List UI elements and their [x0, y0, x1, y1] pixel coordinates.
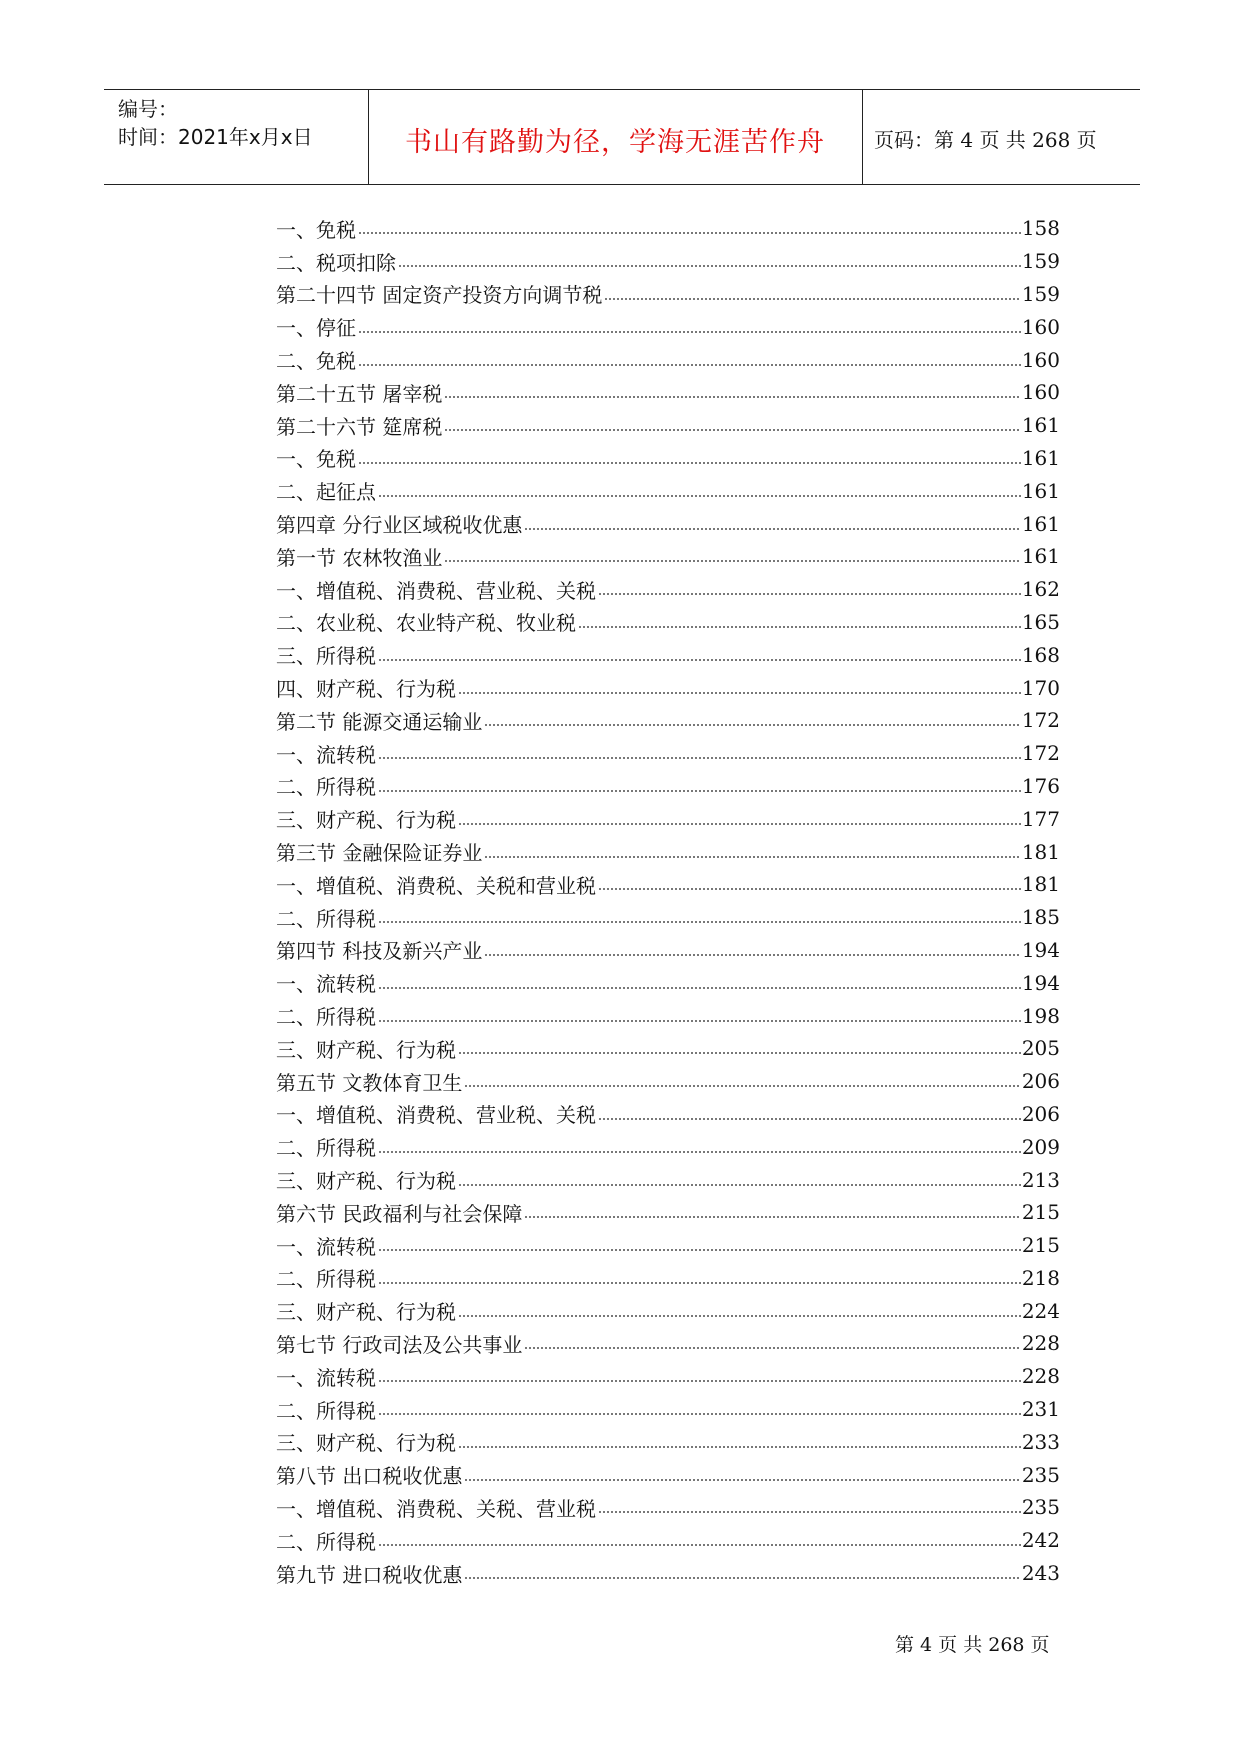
toc-entry-page: 206 — [1021, 1069, 1060, 1094]
toc-entry[interactable] — [276, 1458, 1060, 1491]
header-info-cell — [104, 90, 369, 184]
toc-entry-page: 161 — [1021, 445, 1060, 470]
toc-entry-page: 160 — [1021, 314, 1060, 339]
toc-leader-dots — [484, 941, 1020, 961]
toc-entry[interactable] — [276, 212, 1060, 245]
toc-entry[interactable] — [276, 901, 1060, 934]
toc-entry-page: 215 — [1021, 1233, 1060, 1258]
toc-entry-title: 一、流转税 — [276, 1365, 376, 1390]
toc-leader-dots — [458, 1302, 1021, 1322]
toc-entry-page: 215 — [1021, 1200, 1060, 1225]
header-page-code: 页码：第 4 页 共 268 页 — [874, 128, 1097, 152]
toc-entry-title: 一、停征 — [276, 316, 356, 341]
toc-entry-title: 一、流转税 — [276, 742, 376, 767]
toc-leader-dots — [458, 1433, 1021, 1453]
toc-leader-dots — [458, 1039, 1021, 1059]
toc-entry-title: 四、财产税、行为税 — [276, 677, 456, 702]
toc-entry-title: 第二节 能源交通运输业 — [276, 709, 483, 734]
toc-entry-page: 198 — [1021, 1003, 1060, 1028]
toc-entry-page: 181 — [1021, 872, 1060, 897]
toc-entry-page: 161 — [1021, 511, 1060, 536]
toc-leader-dots — [358, 351, 1021, 371]
toc-entry-page: 242 — [1021, 1528, 1060, 1553]
toc-entry[interactable] — [276, 442, 1060, 475]
toc-entry-page: 205 — [1021, 1036, 1060, 1061]
toc-entry-title: 二、农业税、农业特产税、牧业税 — [276, 611, 576, 636]
toc-entry[interactable] — [276, 409, 1060, 442]
toc-leader-dots — [458, 1171, 1021, 1191]
toc-entry-page: 160 — [1021, 347, 1060, 372]
toc-entry-page: 213 — [1021, 1167, 1060, 1192]
toc-entry-page: 170 — [1021, 675, 1060, 700]
toc-entry-page: 176 — [1021, 773, 1060, 798]
toc-entry-title: 第八节 出口税收优惠 — [276, 1464, 463, 1489]
toc-entry[interactable] — [276, 737, 1060, 770]
toc-entry[interactable] — [276, 1262, 1060, 1295]
document-time-label: 时间：2021年x月x日 — [118, 125, 313, 149]
header-motto-cell — [368, 90, 863, 184]
toc-entry-page: 235 — [1021, 1462, 1060, 1487]
toc-entry[interactable] — [276, 934, 1060, 967]
toc-entry-title: 二、所得税 — [276, 775, 376, 800]
toc-entry-title: 三、财产税、行为税 — [276, 1037, 456, 1062]
toc-entry-title: 第二十六节 筵席税 — [276, 414, 443, 439]
header-motto: 书山有路勤为径，学海无涯苦作舟 — [405, 127, 825, 158]
toc-entry-title: 二、所得税 — [276, 1005, 376, 1030]
toc-entry-title: 三、财产税、行为税 — [276, 808, 456, 833]
toc-entry-title: 一、流转税 — [276, 1234, 376, 1259]
toc-entry-page: 172 — [1021, 741, 1060, 766]
toc-leader-dots — [378, 974, 1021, 994]
toc-entry[interactable] — [276, 704, 1060, 737]
toc-entry-page: 181 — [1021, 839, 1060, 864]
toc-leader-dots — [464, 1466, 1020, 1486]
toc-entry-title: 二、所得税 — [276, 1529, 376, 1554]
toc-entry-page: 168 — [1021, 642, 1060, 667]
toc-leader-dots — [524, 1203, 1020, 1223]
toc-leader-dots — [458, 810, 1021, 830]
toc-entry-page: 194 — [1021, 970, 1060, 995]
toc-leader-dots — [598, 1105, 1021, 1125]
toc-entry[interactable] — [276, 245, 1060, 278]
toc-entry-page: 158 — [1021, 216, 1060, 241]
toc-entry-page: 161 — [1021, 413, 1060, 438]
toc-entry-title: 一、增值税、消费税、关税和营业税 — [276, 873, 596, 898]
toc-entry-title: 第九节 进口税收优惠 — [276, 1562, 463, 1587]
toc-entry[interactable] — [276, 1098, 1060, 1131]
toc-entry-title: 第四章 分行业区域税收优惠 — [276, 513, 523, 538]
toc-entry[interactable] — [276, 1065, 1060, 1098]
toc-entry[interactable] — [276, 540, 1060, 573]
toc-entry-title: 二、免税 — [276, 349, 356, 374]
toc-entry-page: 233 — [1021, 1429, 1060, 1454]
toc-leader-dots — [378, 1531, 1021, 1551]
toc-leader-dots — [464, 1564, 1020, 1584]
toc-entry-title: 二、税项扣除 — [276, 250, 396, 275]
toc-entry[interactable] — [276, 507, 1060, 540]
toc-leader-dots — [524, 1334, 1020, 1354]
toc-leader-dots — [378, 777, 1021, 797]
toc-entry-title: 一、流转税 — [276, 972, 376, 997]
toc-leader-dots — [378, 1236, 1021, 1256]
toc-leader-dots — [458, 679, 1021, 699]
header-page-cell — [862, 90, 1140, 184]
toc-leader-dots — [484, 711, 1020, 731]
toc-entry[interactable] — [276, 278, 1060, 311]
toc-entry[interactable] — [276, 868, 1060, 901]
toc-leader-dots — [358, 219, 1021, 239]
toc-entry[interactable] — [276, 1163, 1060, 1196]
toc-entry-title: 三、财产税、行为税 — [276, 1431, 456, 1456]
toc-entry-page: 165 — [1021, 609, 1060, 634]
toc-entry-page: 224 — [1021, 1298, 1060, 1323]
toc-entry[interactable] — [276, 835, 1060, 868]
toc-entry-page: 206 — [1021, 1101, 1060, 1126]
toc-leader-dots — [378, 908, 1021, 928]
toc-entry-page: 177 — [1021, 806, 1060, 831]
toc-entry[interactable] — [276, 1294, 1060, 1327]
toc-entry[interactable] — [276, 1360, 1060, 1393]
toc-entry-title: 第一节 农林牧渔业 — [276, 545, 443, 570]
toc-leader-dots — [378, 744, 1021, 764]
toc-entry[interactable] — [276, 474, 1060, 507]
toc-entry-title: 第四节 科技及新兴产业 — [276, 939, 483, 964]
toc-entry-page: 228 — [1021, 1364, 1060, 1389]
toc-leader-dots — [598, 580, 1021, 600]
toc-entry-title: 二、所得税 — [276, 1267, 376, 1292]
toc-entry-title: 二、所得税 — [276, 906, 376, 931]
toc-leader-dots — [524, 515, 1020, 535]
toc-entry[interactable] — [276, 1196, 1060, 1229]
toc-entry-page: 228 — [1021, 1331, 1060, 1356]
toc-entry[interactable] — [276, 999, 1060, 1032]
toc-entry-title: 一、增值税、消费税、营业税、关税 — [276, 1103, 596, 1128]
toc-entry[interactable] — [276, 1491, 1060, 1524]
toc-entry[interactable] — [276, 770, 1060, 803]
toc-entry-page: 235 — [1021, 1495, 1060, 1520]
toc-entry[interactable] — [276, 1327, 1060, 1360]
toc-entry-page: 159 — [1021, 249, 1060, 274]
toc-entry-title: 二、所得税 — [276, 1398, 376, 1423]
toc-leader-dots — [378, 1400, 1021, 1420]
toc-entry-title: 三、财产税、行为税 — [276, 1300, 456, 1325]
toc-leader-dots — [598, 875, 1021, 895]
toc-entry-title: 第七节 行政司法及公共事业 — [276, 1332, 523, 1357]
toc-leader-dots — [378, 1007, 1021, 1027]
toc-entry[interactable] — [276, 310, 1060, 343]
toc-entry-title: 第三节 金融保险证券业 — [276, 841, 483, 866]
toc-entry[interactable] — [276, 1557, 1060, 1590]
toc-entry[interactable] — [276, 671, 1060, 704]
toc-entry[interactable] — [276, 606, 1060, 639]
toc-entry-title: 一、增值税、消费税、关税、营业税 — [276, 1496, 596, 1521]
toc-leader-dots — [378, 1269, 1021, 1289]
toc-entry[interactable] — [276, 1130, 1060, 1163]
toc-leader-dots — [378, 1367, 1021, 1387]
toc-entry-page: 243 — [1021, 1561, 1060, 1586]
toc-entry-page: 172 — [1021, 708, 1060, 733]
toc-entry[interactable] — [276, 1393, 1060, 1426]
toc-entry[interactable] — [276, 966, 1060, 999]
toc-entry-title: 二、所得税 — [276, 1136, 376, 1161]
toc-entry-title: 第二十五节 屠宰税 — [276, 381, 443, 406]
toc-leader-dots — [578, 613, 1021, 633]
toc-entry[interactable] — [276, 1425, 1060, 1458]
toc-entry-title: 一、增值税、消费税、营业税、关税 — [276, 578, 596, 603]
toc-entry[interactable] — [276, 1524, 1060, 1557]
toc-entry-page: 162 — [1021, 577, 1060, 602]
toc-entry[interactable] — [276, 376, 1060, 409]
toc-leader-dots — [358, 318, 1021, 338]
toc-leader-dots — [444, 547, 1020, 567]
toc-entry-title: 三、财产税、行为税 — [276, 1169, 456, 1193]
toc-leader-dots — [444, 416, 1020, 436]
page-footer: 第 4 页 共 268 页 — [895, 1634, 1050, 1656]
toc-leader-dots — [444, 383, 1020, 403]
toc-entry-page: 161 — [1021, 544, 1060, 569]
toc-entry-page: 160 — [1021, 380, 1060, 405]
table-of-contents — [276, 212, 1060, 1589]
toc-entry[interactable] — [276, 802, 1060, 835]
page-header — [104, 89, 1140, 185]
toc-leader-dots — [484, 843, 1020, 863]
toc-entry-title: 第二十四节 固定资产投资方向调节税 — [276, 283, 603, 308]
toc-entry-page: 218 — [1021, 1265, 1060, 1290]
toc-entry-title: 一、免税 — [276, 447, 356, 472]
toc-entry[interactable] — [276, 1229, 1060, 1262]
toc-entry[interactable] — [276, 638, 1060, 671]
toc-leader-dots — [358, 449, 1021, 469]
toc-entry-title: 一、免税 — [276, 217, 356, 242]
toc-leader-dots — [378, 482, 1021, 502]
toc-entry[interactable] — [276, 343, 1060, 376]
toc-leader-dots — [378, 1138, 1021, 1158]
toc-entry-page: 194 — [1021, 937, 1060, 962]
toc-entry[interactable] — [276, 573, 1060, 606]
toc-entry-page: 185 — [1021, 905, 1060, 930]
document-number-label: 编号： — [118, 97, 178, 121]
toc-entry-page: 159 — [1021, 281, 1060, 306]
toc-entry-title: 第六节 民政福利与社会保障 — [276, 1201, 523, 1226]
toc-leader-dots — [464, 1072, 1020, 1092]
toc-entry[interactable] — [276, 1032, 1060, 1065]
toc-entry-page: 209 — [1021, 1134, 1060, 1159]
toc-entry-title: 二、起征点 — [276, 480, 376, 505]
toc-entry-page: 161 — [1021, 478, 1060, 503]
toc-leader-dots — [604, 285, 1020, 305]
toc-leader-dots — [378, 646, 1021, 666]
toc-entry-title: 三、所得税 — [276, 644, 376, 669]
toc-leader-dots — [398, 252, 1021, 272]
toc-leader-dots — [598, 1498, 1021, 1518]
toc-entry-title: 第五节 文教体育卫生 — [276, 1070, 463, 1095]
toc-entry-page: 231 — [1021, 1397, 1060, 1422]
